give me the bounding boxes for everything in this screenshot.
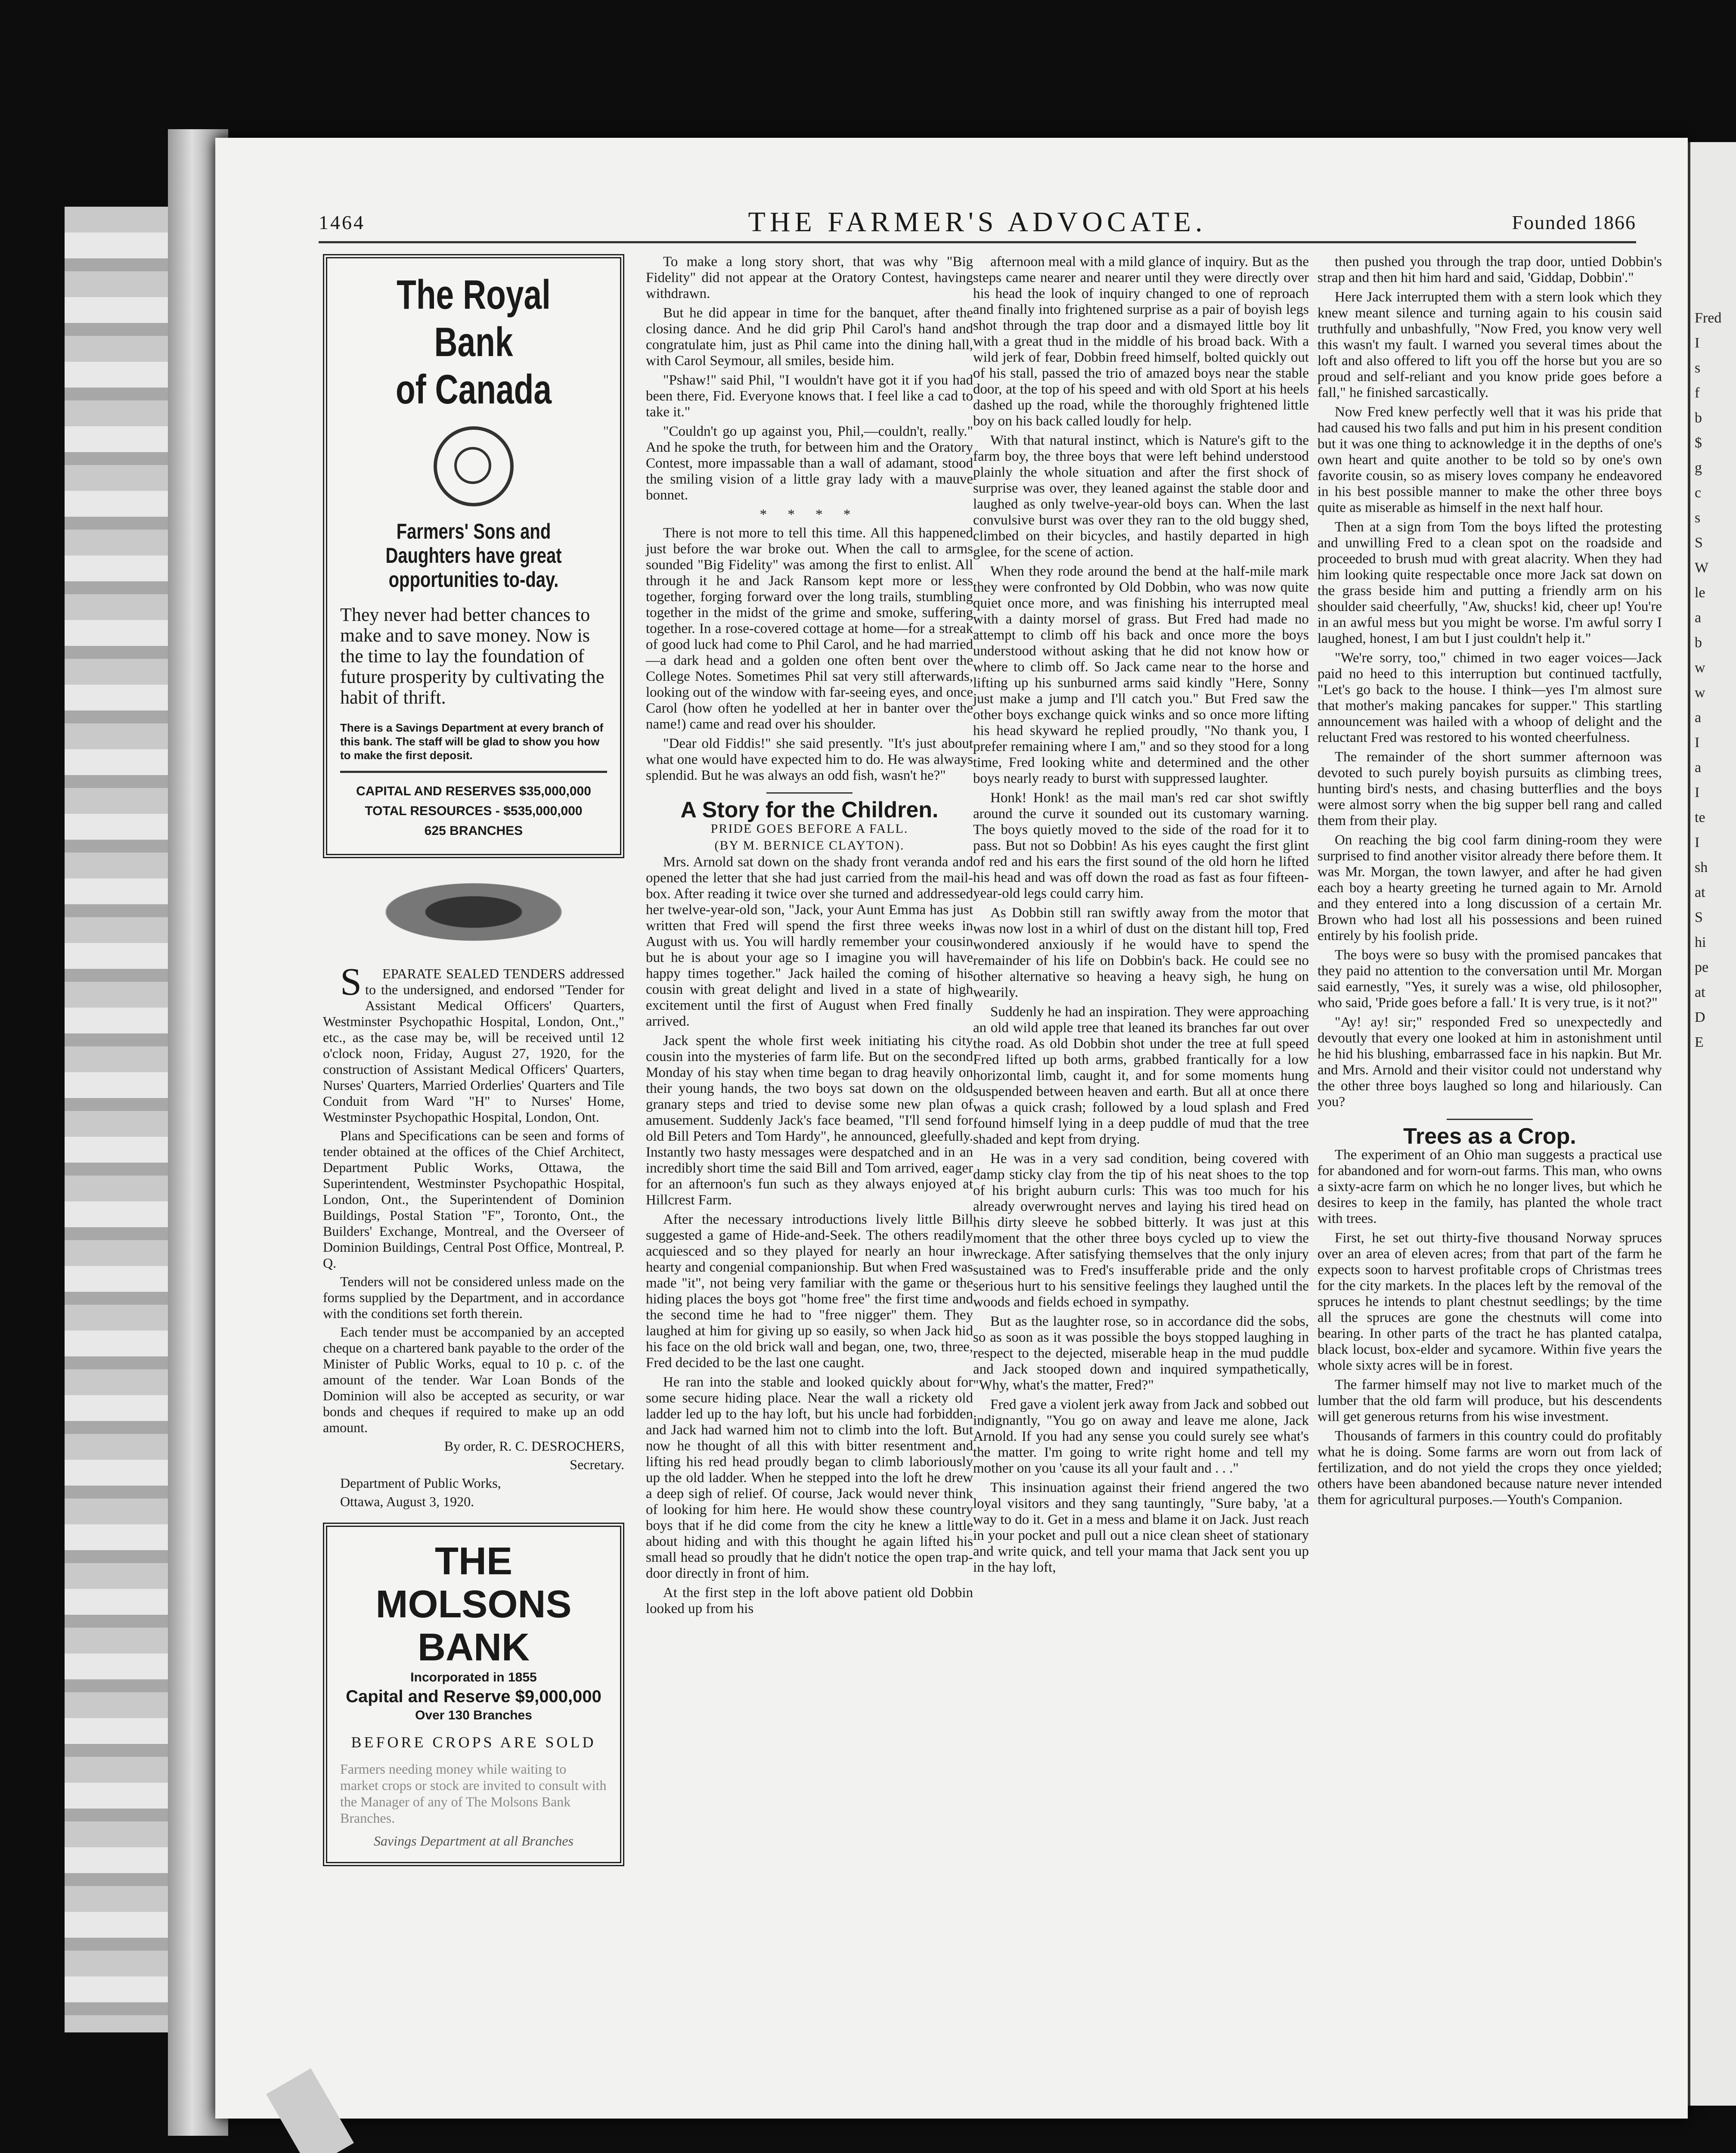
founded-line: Founded 1866 <box>1512 211 1636 233</box>
story-paragraph: Then at a sign from Tom the boys lifted the protesting and unwilling Fred to a clean spot on the roadside and proceeded to brush mud with great alacrity. When they had him looking quite respectable once more Jack sat down on the grass beside him and putting a friendly arm on his shoulder said cheerfully, "Aw, shucks! kid, cheer up! You're in an awful mess but you might be worse. I'm awful sorry I laughed, honest, I am but I just couldn't help it." <box>1318 519 1662 646</box>
edge-fragment: sh <box>1695 859 1708 875</box>
story-paragraph: Here Jack interrupted them with a stern look which they knew meant silence and turning again to his cousin said truthfully and unbashfully, "Now Fred, you know very well this wasn't my fault. I warned you several times about the loft and also offered to lift you off the horse but you are so proud and self-reliant and you know pride goes before a fall," he finished sarcastically. <box>1318 289 1662 400</box>
story-paragraph: This insinuation against their friend angered the two loyal visitors and they sang tauntingly, "Sure baby, 'at a way to do it. Get in a mess and blame it on Jack. Just reach in your pocket and pull out a nice clean sheet of stationary and write quick, and tell your mama that Jack sent you up in the hay loft, <box>973 1480 1309 1575</box>
molsons-bank-ad <box>323 1523 624 1866</box>
edge-fragment: E <box>1695 1034 1704 1050</box>
royal-bank-ad <box>323 254 624 858</box>
edge-fragment: w <box>1695 660 1705 676</box>
book-binding <box>65 207 171 2032</box>
story-paragraph: At the first step in the loft above patient old Dobbin looked up from his <box>646 1585 973 1616</box>
tender-para-3: Tenders will not be considered unless made on the forms supplied by the Department, and in accordance with the conditions set forth therein. <box>323 1274 624 1321</box>
article-paragraph: The experiment of an Ohio man suggests a practical use for abandoned and for worn-out farms. This man, who owns a sixty-acre farm on which he no longer lives, but which he desires to keep in the family, has planted the whole tract with trees. <box>1318 1147 1662 1226</box>
molsons-branches: Over 130 Branches <box>415 1708 532 1722</box>
newspaper-page <box>215 138 1688 2119</box>
story-paragraph: "Ay! ay! sir;" responded Fred so unexpectedly and devoutly that every one looked at him in astonishment until he hid his blushing, embarrassed face in his napkin. But Mr. and Mrs. Arnold and their visitor could not understand why the other three boys laughed so long and hilariously. Can you? <box>1318 1014 1662 1110</box>
divider <box>340 771 607 773</box>
edge-fragment: I <box>1695 835 1700 850</box>
royal-bank-body: They never had better chances to make and to save money. Now is the time to lay the foundation of future prosperity by cultivating the habit of thrift. <box>340 604 604 708</box>
article-paragraph: First, he set out thirty-five thousand Norway spruces over an area of eleven acres; from that part of the farm he expects soon to harvest profitable crops of Christmas trees for the city markets. In the places left by the removal of the spruces he intends to plant chestnut seedlings; by the time all the spruces are gone the chestnuts will come into bearing. In other parts of the tract he has planted catalpa, black locust, box-elder and sycamore. Within five years the whole sixty acres will be in forest. <box>1318 1230 1662 1373</box>
column-4 <box>1318 254 1662 1511</box>
edge-fragment: le <box>1695 585 1705 601</box>
children-story-byline: (BY M. BERNICE CLAYTON). <box>714 838 905 853</box>
story-paragraph: Now Fred knew perfectly well that it was his pride that had caused his two falls and put him in his present condition but it was one thing to acknowledge it in the depths of one's own heart and quite another to be told so by one's own favorite cousin, so as misery loves company he endeavored in his best possible manner to make the other three boys quite as miserable as himself in the next half hour. <box>1318 404 1662 515</box>
bank-seal-icon <box>434 426 514 506</box>
story-paragraph: But he did appear in time for the banquet, after the closing dance. And he did grip Phil Carol's hand and congratulate him, just as Phil came into the dining hall, with Carol Seymour, all smiles, beside him. <box>646 305 973 369</box>
molsons-incorporated: Incorporated in 1855 <box>410 1670 537 1685</box>
story-paragraph: afternoon meal with a mild glance of inquiry. But as the steps came nearer and nearer until they were directly over his head the look of inquiry changed to one of reproach and finally into frightened surprise as a pair of boyish legs shot through the trap door and a dismayed little boy lit with a great thud in the middle of his broad back. With a wild jerk of fear, Dobbin freed himself, bolted quickly out of his stall, passed the trio of amazed boys near the stable door, at the top of his speed and with old Sport at his heels dashed up the road, while the thoroughly frightened little boy on his back called loudly for help. <box>973 254 1309 429</box>
edge-fragment: g <box>1695 460 1702 476</box>
story-paragraph: After the necessary introductions lively little Bill suggested a game of Hide-and-Seek. The others readily acquiesced and so they played for nearly an hour in hearty and congenial companionship. But when Fred was made "it", not being very familiar with the game or the hiding places the boys got "home free" the first time and the second time he had to "free nigger" them. They laughed at him for giving up so easily, so when Jack hid his face on the old brick wall and began, one, two, three, Fred decided to be the last one caught. <box>646 1212 973 1371</box>
edge-fragment: a <box>1695 760 1702 776</box>
edge-fragment: pe <box>1695 959 1709 975</box>
edge-fragment: s <box>1695 360 1701 376</box>
molsons-footer: Savings Department at all Branches <box>374 1833 574 1849</box>
tender-signature: By order, R. C. DESROCHERS, <box>444 1438 624 1454</box>
edge-fragment: w <box>1695 685 1705 701</box>
edge-fragment: Fred <box>1695 310 1722 326</box>
edge-fragment: at <box>1695 884 1705 900</box>
tender-para-1: EPARATE SEALED TENDERS addressed to the undersigned, and endorsed "Tender for Assistant Medical Officers' Quarters, Westminster Psychopathic Hospital, London, Ont.," etc., as the case may be, will be received until 12 o'clock noon, Friday, August 27, 1920, for the construction of Assistant Medical Officers' Quarters, Nurses' Quarters, Married Orderlies' Quarters and Tile Conduit from Ward "H" to Nurses' Home, Westminster Psychopathic Hospital, London, Ont. <box>323 966 624 1125</box>
tender-secretary: Secretary. <box>570 1457 624 1472</box>
royal-bank-branches: 625 BRANCHES <box>424 824 523 838</box>
story-paragraph: When they rode around the bend at the half-mile mark they were confronted by Old Dobbin, who was now quite quiet once more, and was finishing his interrupted meal with a dainty morsel of grass. But Fred had made no attempt to climb off his back and once more the boys understood without asking that he did not know how or where to climb off. So Jack came near to the horse and lifting up his sunburned arms said kindly "Here, Sonny just make a jump and I'll catch you." But Fred saw the other boys exchange quick winks and so once more lifting his head skyward he replied proudly, "No thank you, I prefer remaining where I am," and so they stood for a long time, Fred looking white and determined and the other boys nearly ready to burst with suppressed laughter. <box>973 564 1309 786</box>
page-header <box>319 202 1636 243</box>
tender-dept: Department of Public Works, <box>340 1475 501 1491</box>
tender-para-4: Each tender must be accompanied by an accepted cheque on a chartered bank payable to the order of the Minister of Public Works, equal to 10 p. c. of the amount of the tender. War Loan Bonds of the Dominion will also be accepted as security, or war bonds and cheques if required to make up an odd amount. <box>323 1324 624 1435</box>
edge-fragment: b <box>1695 410 1702 426</box>
drop-cap: S <box>340 961 362 1003</box>
coat-of-arms-icon <box>362 875 586 949</box>
edge-fragment: hi <box>1695 934 1706 950</box>
story-paragraph: With that natural instinct, which is Nature's gift to the farm boy, the three boys that were left behind understood plainly the whole situation and after the first shock of surprise was over, they leaned against the stable door and laughed as only twelve-year-old boys can. When the last convulsive burst was over they ran to the old buggy shed, climbed on their bicycles, and hastily departed in high glee, for the scene of action. <box>973 433 1309 560</box>
story-paragraph: "Couldn't go up against you, Phil,—couldn't, really." And he spoke the truth, for between him and the Oratory Contest, more impassable than a wall of adamant, stood the smiling vision of a little gray lady with a mauve bonnet. <box>646 424 973 503</box>
tender-place-date: Ottawa, August 3, 1920. <box>340 1494 474 1509</box>
edge-fragment: $ <box>1695 435 1702 451</box>
edge-fragment: I <box>1695 785 1700 800</box>
masthead: THE FARMER'S ADVOCATE. <box>748 206 1207 238</box>
edge-fragment: I <box>1695 335 1700 351</box>
story-paragraph: The boys were so busy with the promised pancakes that they paid no attention to the conversation until Mr. Morgan said earnestly, "Yes, it surely was a wise, old philosopher, who said, 'Pride goes before a fall.' It is very true, is it not?" <box>1318 947 1662 1011</box>
edge-fragment: te <box>1695 810 1705 825</box>
molsons-name: MOLSONS <box>375 1583 572 1626</box>
story-paragraph: He was in a very sad condition, being covered with damp sticky clay from the tip of his neat shoes to the top of his bright auburn curls: This was too much for his already overwrought nerves and laying his tired head on his dirty sleeve he sobbed bitterly. It was just at this moment that the other three boys cycled up to view the wreckage. After satisfying themselves that the only injury sustained was to Fred's insufferable pride and the only serious hurt to his sensitive feelings they laughed until the woods and fields echoed in sympathy. <box>973 1151 1309 1310</box>
royal-bank-savings-note: There is a Savings Department at every branch of this bank. The staff will be glad to show you how to make the first deposit. <box>340 721 604 762</box>
edge-fragment: D <box>1695 1009 1705 1025</box>
molsons-body: Farmers needing money while waiting to market crops or stock are invited to consult with the Manager of any of The Molsons Bank Branches. <box>340 1761 607 1826</box>
edge-fragment: b <box>1695 635 1702 651</box>
edge-fragment: W <box>1695 560 1709 576</box>
divider <box>766 792 852 794</box>
story-paragraph: Fred gave a violent jerk away from Jack and sobbed out indignantly, "You go on away and leave me alone, Jack Arnold. If you had any sense you could surely see what's the matter. I'm going to write right home and tell my mother on you 'cause its all your fault and . . ." <box>973 1397 1309 1476</box>
molsons-capital: Capital and Reserve $9,000,000 <box>346 1687 601 1706</box>
children-story-title: A Story for the Children. <box>680 797 939 822</box>
story-paragraph: The remainder of the short summer afternoon was devoted to such purely boyish pursuits as climbing trees, hunting bird's nests, and chasing butterflies and the boys were almost sorry when the big supper bell rang and called them from their play. <box>1318 749 1662 828</box>
story-paragraph: But as the laughter rose, so in accordance did the sobs, so as soon as it was possible the boys stopped laughing in respect to the dejected, miserable heap in the mud puddle and Jack stooped down and inquired sympathetically, "Why, what's the matter, Fred?" <box>973 1314 1309 1393</box>
royal-bank-title-2: of Canada <box>396 366 552 413</box>
section-break: * * * * <box>760 507 859 522</box>
children-story-subtitle: PRIDE GOES BEFORE A FALL. <box>710 822 908 836</box>
tender-notice <box>323 961 624 1510</box>
story-paragraph: Suddenly he had an inspiration. They were approaching an old wild apple tree that leaned its branches far out over the road. As old Dobbin shot under the tree at full speed Fred lifted up both arms, grabbed frantically for a low horizontal limb, caught it, and for some moments hung suspended between heaven and earth. But all at once there was a quick crash; followed by a loud splash and Fred found himself lying in a deep puddle of mud that the tree shaded and kept from drying. <box>973 1004 1309 1147</box>
divider <box>1447 1119 1533 1120</box>
column-2 <box>646 254 973 1620</box>
story-paragraph: He ran into the stable and looked quickly about for some secure hiding place. Near the wall a rickety old ladder led up to the hay loft, but his uncle had forbidden and Jack had warned him not to climb into the loft. But now he thought of all this with bitter resentment and lifting his red head proudly began to climb laboriously up the old ladder. When he stepped into the loft he drew a deep sigh of relief. Of course, Jack would never think of looking for him here. He would show these country boys that if he did come from the city he knew a little about hiding and with this thought he again lifted his small head so proudly that he didn't notice the open trap-door directly in front of him. <box>646 1374 973 1581</box>
royal-bank-subhead: Farmers' Sons and Daughters have great opportunities to-day. <box>385 519 562 592</box>
story-paragraph: There is not more to tell this time. All this happened just before the war broke out. When the call to arms sounded "Big Fidelity" was among the first to enlist. All through it he and Jack Ransom kept more or less together, forging forward over the long trails, stumbling together in the midst of the grime and smoke, suffering together. In a rose-covered cottage at home—for a streak of good luck had come to Phil Carol, and he had married—a dark head and a golden one often bent over the College Notes. Sometimes Phil sat very still afterwards, looking out of the window with far-seeing eyes, and once Carol (how often he yodelled at her in banter over the name!) came and read over his shoulder. <box>646 525 973 732</box>
story-paragraph: "Pshaw!" said Phil, "I wouldn't have got it if you had been there, Fid. Everyone knows that. I feel like a cad to take it." <box>646 372 973 420</box>
trees-article-title: Trees as a Crop. <box>1403 1124 1576 1149</box>
molsons-bank: BANK <box>418 1626 530 1669</box>
molsons-crops-heading: BEFORE CROPS ARE SOLD <box>351 1734 596 1751</box>
edge-fragment: at <box>1695 984 1705 1000</box>
article-paragraph: The farmer himself may not live to market much of the lumber that the old farm will produce, but his descendents will get generous returns from his wise investment. <box>1318 1377 1662 1424</box>
edge-fragment: a <box>1695 610 1702 626</box>
royal-bank-resources: TOTAL RESOURCES - $535,000,000 <box>365 804 583 818</box>
story-paragraph: Jack spent the whole first week initiating his city cousin into the mysteries of farm life. But on the second Monday of his stay when time began to drag heavily on their young hands, the two boys sat down on the old granary steps and tried to devise some new plan of amusement. Suddenly Jack's face beamed, "I'll send for old Bill Peters and Tom Hardy", he announced, gleefully. Instantly two hasty messages were despatched and in an incredibly short time the said Bill and Tom arrived, eager for an afternoon's fun such as they always enjoyed at Hillcrest Farm. <box>646 1033 973 1208</box>
story-paragraph: Honk! Honk! as the mail man's red car shot swiftly around the curve it sounded out its customary warning. The boys quietly moved to the side of the road for it to pass. But not so Dobbin! As his eyes caught the first glint of red and his ears the first sound of the old horn he lifted his head and was off down the road as fast as four fifteen-year-old legs could carry him. <box>973 790 1309 901</box>
edge-fragment: c <box>1695 485 1702 501</box>
next-page-edge <box>1688 142 1736 2106</box>
edge-fragment: a <box>1695 710 1702 726</box>
article-paragraph: Thousands of farmers in this country could do profitably what he is doing. Some farms are worn out from lack of fertilization, and do not yield the crops they once yielded; others have been abandoned because nature never intended them for agricultural purposes.—Youth's Companion. <box>1318 1428 1662 1508</box>
edge-fragment: S <box>1695 909 1703 925</box>
column-1 <box>323 254 624 1866</box>
edge-fragment: I <box>1695 735 1700 751</box>
edge-fragment: f <box>1695 385 1700 401</box>
column-3 <box>973 254 1309 1579</box>
story-paragraph: Mrs. Arnold sat down on the shady front veranda and opened the letter that she had just carried from the mail-box. After reading it twice over she turned and addressed her twelve-year-old son, "Jack, your Aunt Emma has just written that Fred will spend the first three weeks in August with us. You will hardly remember your cousin but he is about your age so I imagine you will have happy times together." Jack hailed the coming of his cousin with great delight and lived in a state of high excitement until the first of August when Fred finally arrived. <box>646 854 973 1029</box>
story-paragraph: "We're sorry, too," chimed in two eager voices—Jack paid no heed to this interruption but continued tactfully, "Let's go back to the house. I think—yes I'm almost sure that mother's making pancakes for supper." This startling announcement was hailed with a whoop of delight and the reluctant Fred was restored to his wonted cheerfulness. <box>1318 650 1662 745</box>
page-number: 1464 <box>319 211 365 233</box>
edge-fragment: S <box>1695 535 1703 551</box>
story-paragraph: "Dear old Fiddis!" she said presently. "It's just about what one would have expected him to do. He was always splendid. But he was always an odd fish, wasn't he?" <box>646 736 973 783</box>
molsons-the: THE <box>435 1540 512 1583</box>
story-paragraph: On reaching the big cool farm dining-room they were surprised to find another visitor already there before them. It was Mr. Morgan, the town lawyer, and after he had given each boy a hearty greeting he turned again to Mr. Arnold and they entered into a long discussion of a certain Mr. Brown who had lost all his possessions and been ruined entirely by his foolish pride. <box>1318 832 1662 943</box>
tender-para-2: Plans and Specifications can be seen and forms of tender obtained at the offices of the Chief Architect, Department Public Works, Ottawa, the Superintendent, Westminster Psychopathic Hospital, London, Ont., the Superintendent of Dominion Buildings, Postal Station "F", Toronto, Ont., the Builders' Exchange, Montreal, and the Overseer of Dominion Buildings, Central Post Office, Montreal, P. Q. <box>323 1128 624 1271</box>
story-paragraph: then pushed you through the trap door, untied Dobbin's strap and then hit him hard and said, 'Giddap, Dobbin'." <box>1318 254 1662 285</box>
edge-fragment: s <box>1695 510 1701 526</box>
royal-bank-capital: CAPITAL AND RESERVES $35,000,000 <box>356 784 591 798</box>
royal-bank-title-1: The Royal Bank <box>397 272 551 365</box>
story-paragraph: As Dobbin still ran swiftly away from the motor that was now lost in a whirl of dust on the distant hill top, Fred wondered anxiously if he would have to spend the remainder of his life on Dobbin's back. He could see no other alternative so heaving a heavy sigh, he hung on wearily. <box>973 905 1309 1000</box>
story-paragraph: To make a long story short, that was why "Big Fidelity" did not appear at the Oratory Contest, having withdrawn. <box>646 254 973 301</box>
